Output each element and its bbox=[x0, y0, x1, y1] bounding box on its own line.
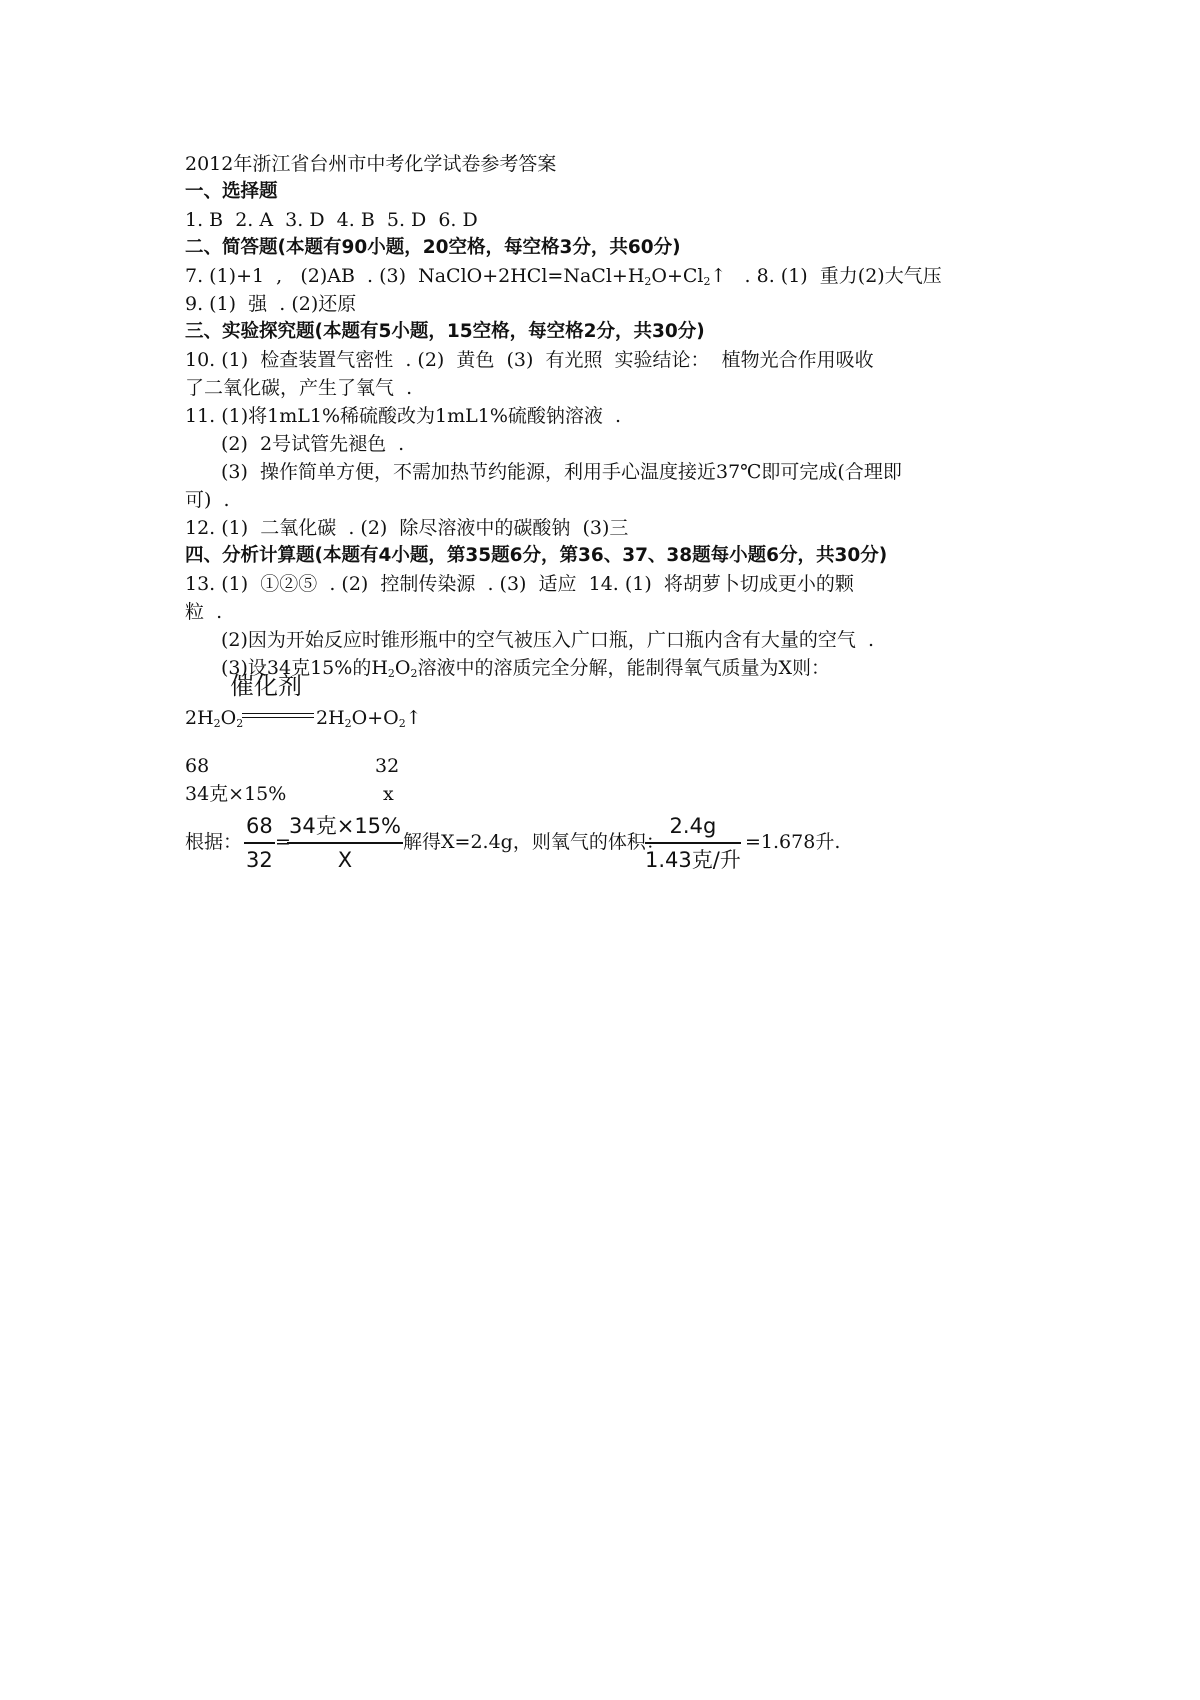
answer-7-text-b: O+Cl bbox=[651, 265, 704, 287]
equals-sign: = bbox=[275, 831, 291, 853]
ratio-left: 34克×15% bbox=[185, 783, 287, 805]
equation-products: $2H_2O+O_2↑$ bbox=[316, 707, 422, 730]
fraction-numerator: 2.4g bbox=[645, 812, 741, 844]
calc-middle: 解得X=2.4g，则氧气的体积： bbox=[403, 831, 665, 853]
answer-14-part3-text-b: O bbox=[394, 657, 411, 679]
section1-heading: 一、选择题 bbox=[185, 181, 278, 202]
answer-9: 9. (1) 强 . (2)还原 bbox=[185, 293, 357, 315]
document-title: 2012年浙江省台州市中考化学试卷参考答案 bbox=[185, 153, 557, 175]
fraction-numerator: 68 bbox=[244, 812, 275, 844]
section4-heading: 四、分析计算题(本题有4小题，第35题6分，第36、37、38题每小题6分，共30分) bbox=[185, 545, 888, 566]
fraction-molar bbox=[244, 812, 275, 874]
answer-11-part3-line2: 可) . bbox=[185, 489, 230, 511]
answer-14-part3 bbox=[185, 654, 1065, 682]
answer-7-8 bbox=[185, 262, 1065, 290]
answer-13-14-line2: 粒 . bbox=[185, 601, 223, 623]
equation-double-line bbox=[242, 713, 314, 718]
answer-11-part3-line1: (3) 操作简单方便，不需加热节约能源，利用手心温度接近37℃即可完成(合理即 bbox=[221, 461, 902, 483]
answer-11-part1: 11. (1)将1mL1%稀硫酸改为1mL1%硫酸钠溶液 . bbox=[185, 405, 622, 427]
chemical-equation bbox=[185, 672, 1065, 742]
section3-heading: 三、实验探究题(本题有5小题，15空格，每空格2分，共30分) bbox=[185, 321, 705, 342]
fraction-volume bbox=[645, 812, 741, 874]
fraction-denominator: 32 bbox=[246, 848, 273, 872]
answer-12: 12. (1) 二氧化碳 . (2) 除尽溶液中的碳酸钠 (3)三 bbox=[185, 517, 629, 539]
answer-7-text-c: ↑ . 8. (1) 重力(2)大气压 bbox=[710, 265, 942, 287]
answer-7-text-a: 7. (1)+1 , (2)AB . (3) NaClO+2HCl=NaCl+H bbox=[185, 265, 645, 287]
fraction-denominator: 1.43克/升 bbox=[645, 848, 741, 872]
subscript: 2 bbox=[703, 275, 711, 288]
answer-10-line1: 10. (1) 检查装置气密性 . (2) 黄色 (3) 有光照 实验结论： 植物光合作用吸收 bbox=[185, 349, 874, 371]
fraction-numerator: 34克×15% bbox=[287, 812, 403, 844]
answer-14-part2: (2)因为开始反应时锥形瓶中的空气被压入广口瓶，广口瓶内含有大量的空气 . bbox=[221, 629, 875, 651]
ratio-right: x bbox=[383, 783, 394, 805]
calculation-line bbox=[185, 812, 1065, 874]
ratio-left: 68 bbox=[185, 755, 210, 777]
equation-reactant: $2H_2O_2$ bbox=[185, 707, 244, 730]
subscript: 2 bbox=[387, 667, 395, 680]
section1-answers: 1. B 2. A 3. D 4. B 5. D 6. D bbox=[185, 209, 478, 231]
answer-14-part3-text-c: 溶液中的溶质完全分解，能制得氧气质量为X则： bbox=[417, 657, 830, 679]
answer-document bbox=[185, 150, 1065, 874]
ratio-row-molar-mass bbox=[185, 752, 1065, 780]
calc-suffix: =1.678升. bbox=[745, 831, 841, 853]
fraction-denominator: X bbox=[337, 848, 353, 872]
answer-13-14-line1: 13. (1) ①②⑤ . (2) 控制传染源 . (3) 适应 14. (1) 将胡萝卜切成更小的颗 bbox=[185, 573, 854, 595]
answer-10-line2: 了二氧化碳，产生了氧气 . bbox=[185, 377, 413, 399]
subscript: 2 bbox=[410, 667, 418, 680]
answer-11-part2: (2) 2号试管先褪色 . bbox=[221, 433, 405, 455]
catalyst-label: 催化剂 bbox=[230, 672, 302, 700]
ratio-right: 32 bbox=[375, 755, 400, 777]
fraction-mass bbox=[287, 812, 403, 874]
ratio-row-mass bbox=[185, 780, 1065, 808]
calc-prefix: 根据： bbox=[185, 831, 243, 853]
subscript: 2 bbox=[644, 275, 652, 288]
answer-14-part3-text-a: (3)设34克15%的H bbox=[221, 657, 388, 679]
section2-heading: 二、简答题(本题有90小题，20空格，每空格3分，共60分) bbox=[185, 237, 681, 258]
